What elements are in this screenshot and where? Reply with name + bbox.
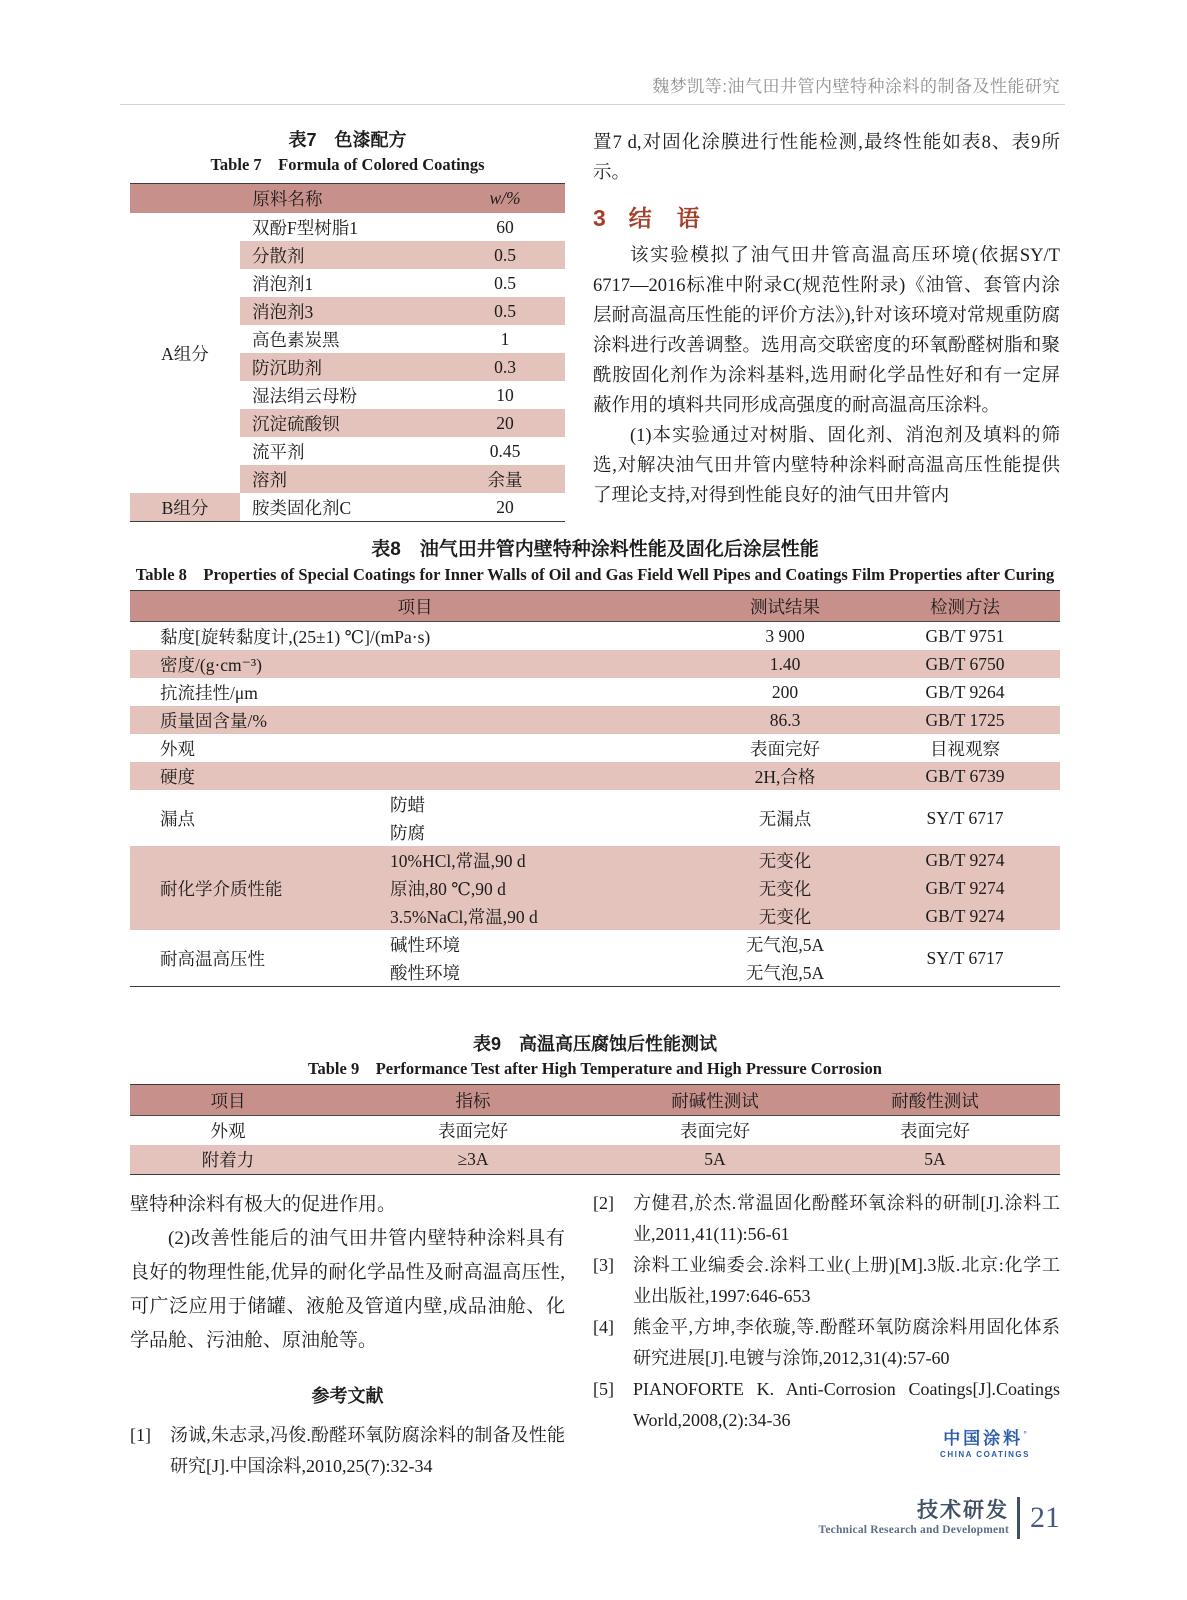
table-cell: 防沉助剂 xyxy=(240,353,445,381)
table9-title-en: Table 9 Performance Test after High Temperature and High Pressure Corrosion xyxy=(308,1059,882,1078)
table-cell: 溶剂 xyxy=(240,465,445,493)
table7-title-en: Table 7 Formula of Colored Coatings xyxy=(210,155,485,174)
reference-text: 汤诚,朱志录,冯俊.酚醛环氧防腐涂料的制备及性能研究[J].中国涂料,2010,25(7):32-34 xyxy=(170,1425,565,1476)
table-cell: 抗流挂性/μm xyxy=(160,682,258,703)
table-cell: 碱性环境 xyxy=(390,934,460,955)
table7-group-a: A组分 xyxy=(161,343,209,364)
table-cell: 无气泡,5A xyxy=(745,934,825,955)
table-cell: 无气泡,5A xyxy=(745,962,825,983)
footer-section-labels xyxy=(819,1499,1009,1538)
table-cell: 5A xyxy=(620,1145,810,1175)
footer-divider xyxy=(1017,1497,1020,1539)
table-cell: GB/T 6750 xyxy=(870,650,1060,678)
table-cell: 20 xyxy=(496,496,514,517)
table-cell: 双酚F型树脂1 xyxy=(252,217,358,238)
table7-header-value: w/% xyxy=(445,184,565,214)
table-cell: 防腐 xyxy=(390,822,425,843)
table-cell: 0.5 xyxy=(445,297,565,325)
section-heading xyxy=(593,200,1060,233)
table-row xyxy=(130,706,1060,734)
table-row xyxy=(130,930,1060,958)
table-row xyxy=(130,762,1060,790)
reference-label: [4] xyxy=(593,1317,614,1337)
table-row xyxy=(130,622,1060,651)
table-row xyxy=(130,1145,1060,1175)
table8-title-en: Table 8 Properties of Special Coatings for Inner Walls of Oil and Gas Field Well Pipes and Coatings Film Properties after Curing xyxy=(135,565,1055,584)
header-rule xyxy=(120,104,1065,105)
table-cell: SY/T 6717 xyxy=(926,807,1004,828)
reference-text: 熊金平,方坤,李依璇,等.酚醛环氧防腐涂料用固化体系研究进展[J].电镀与涂饰,2012,31(4):57-60 xyxy=(633,1317,1060,1368)
table-cell: 胺类固化剂C xyxy=(252,497,352,518)
reference-label: [3] xyxy=(593,1255,614,1275)
table7-group-b: B组分 xyxy=(130,493,240,522)
table-cell: 3 900 xyxy=(765,625,805,646)
running-header: 魏梦凯等:油气田井管内壁特种涂料的制备及性能研究 xyxy=(652,77,1060,96)
table-cell: 质量固含量/% xyxy=(130,706,700,734)
logo-text-en: CHINA COATINGS xyxy=(940,1450,1030,1459)
table-row xyxy=(130,790,1060,818)
reference-text: PIANOFORTE K. Anti-Corrosion Coatings[J].Coatings World,2008,(2):34-36 xyxy=(633,1379,1060,1430)
table9-section xyxy=(130,1032,1060,1175)
table8-chem-label: 耐化学介质性能 xyxy=(130,846,390,930)
footer-section-en: Technical Research and Development xyxy=(818,1523,1009,1536)
reference-label: [2] xyxy=(593,1193,614,1213)
table-cell: 湿法绢云母粉 xyxy=(252,385,357,406)
table-cell: 200 xyxy=(771,681,799,702)
table-cell: 表面完好 xyxy=(750,738,820,759)
table-cell: GB/T 9274 xyxy=(870,874,1060,902)
table-cell: 外观 xyxy=(160,738,195,759)
reference-item xyxy=(593,1250,1060,1312)
table9-header-item: 项目 xyxy=(130,1085,326,1116)
paragraph: (1)本实验通过对树脂、固化剂、消泡剂及填料的筛选,对解决油气田井管内壁特种涂料耐高温高压性能提供了理论支持,对得到性能良好的油气田井管内 xyxy=(593,426,1060,506)
page-footer xyxy=(819,1497,1060,1539)
top-section xyxy=(130,128,1060,522)
table-cell: 无变化 xyxy=(700,902,870,930)
table-row xyxy=(130,678,1060,706)
table-cell: 流平剂 xyxy=(252,441,305,462)
table-cell: 86.3 xyxy=(700,706,870,734)
table-cell: GB/T 6739 xyxy=(870,762,1060,790)
table-row xyxy=(130,1116,1060,1146)
table-cell: GB/T 1725 xyxy=(870,706,1060,734)
table-cell: 黏度[旋转黏度计,(25±1) ℃]/(mPa·s) xyxy=(160,626,431,647)
table-cell: 表面完好 xyxy=(900,1121,970,1141)
paragraph: 置7 d,对固化涂膜进行性能检测,最终性能如表8、表9所示。 xyxy=(593,133,1060,183)
table7-column xyxy=(130,128,565,522)
table-cell: 表面完好 xyxy=(680,1121,750,1141)
table8 xyxy=(130,590,1060,987)
table-cell: GB/T 9274 xyxy=(870,902,1060,930)
table-cell: 无变化 xyxy=(700,846,870,874)
table-cell: 3.5%NaCl,常温,90 d xyxy=(390,902,700,930)
table9-title-cn: 表9 高温高压腐蚀后性能测试 xyxy=(472,1034,717,1054)
table8-leak-label: 漏点 xyxy=(160,808,195,829)
table-cell: 10 xyxy=(496,384,514,405)
paragraph: (2)改善性能后的油气田井管内壁特种涂料具有良好的物理性能,优异的耐化学品性及耐高温高压性,可广泛应用于储罐、液舱及管道内壁,成品油舱、化学品舱、污油舱、原油舱等。 xyxy=(130,1228,565,1351)
table-cell: 消泡剂3 xyxy=(240,297,445,325)
table-cell: 密度/(g·cm⁻³) xyxy=(130,650,700,678)
table7-header-name: 原料名称 xyxy=(130,184,445,214)
table9-header-acid: 耐酸性测试 xyxy=(810,1085,1060,1116)
table-cell: 余量 xyxy=(445,465,565,493)
table7-title-cn: 表7 色漆配方 xyxy=(288,130,407,150)
reference-text: 方健君,於杰.常温固化酚醛环氧涂料的研制[J].涂料工业,2011,41(11):56-61 xyxy=(633,1193,1060,1244)
table7-header-row xyxy=(130,184,565,214)
section-title: 结 语 xyxy=(628,205,701,231)
reference-item xyxy=(593,1188,1060,1250)
table-cell: 目视观察 xyxy=(930,738,1000,759)
table-cell: 20 xyxy=(445,409,565,437)
table-cell: 表面完好 xyxy=(438,1121,508,1141)
table-cell: 10%HCl,常温,90 d xyxy=(390,846,700,874)
china-coatings-logo xyxy=(910,1424,1060,1459)
paragraph: 壁特种涂料有极大的促进作用。 xyxy=(130,1194,397,1215)
table7 xyxy=(130,183,565,522)
footer-section-cn: 技术研发 xyxy=(917,1498,1009,1522)
table-cell: 沉淀硫酸钡 xyxy=(240,409,445,437)
reference-item xyxy=(593,1312,1060,1374)
page-number: 21 xyxy=(1030,1501,1060,1534)
table-cell: 分散剂 xyxy=(240,241,445,269)
table-cell: 原油,80 ℃,90 d xyxy=(390,874,700,902)
table-cell: 2H,合格 xyxy=(700,762,870,790)
table-cell: GB/T 9751 xyxy=(925,625,1005,646)
table-cell: 0.3 xyxy=(445,353,565,381)
table8-section xyxy=(130,538,1060,987)
reference-label: [1] xyxy=(130,1425,151,1445)
references-heading: 参考文献 xyxy=(311,1386,384,1406)
table-row xyxy=(130,846,1060,874)
paragraph: 该实验模拟了油气田井管高温高压环境(依据SY/T 6717—2016标准中附录C(规范性附录)《油管、套管内涂层耐高温高压性能的评价方法》),针对该环境对常规重防腐涂料进行改善调整。选用高交联密度的环氧酚醛树脂和聚酰胺固化剂作为涂料基料,选用耐化学品性好和有一定屏蔽作用的填料共同形成高强度的耐高温高压涂料。 xyxy=(593,246,1060,416)
table-cell: 消泡剂1 xyxy=(252,273,314,294)
table-cell: 酸性环境 xyxy=(390,962,460,983)
table8-header-item: 项目 xyxy=(130,591,700,622)
table8-header-method: 检测方法 xyxy=(870,591,1060,622)
table-cell: 外观 xyxy=(210,1121,246,1141)
section-number: 3 xyxy=(593,205,607,231)
table-cell: 0.5 xyxy=(494,272,516,293)
table-row xyxy=(130,650,1060,678)
table-cell: 防蜡 xyxy=(390,794,425,815)
table-cell: GB/T 9274 xyxy=(870,846,1060,874)
table-cell: 1.40 xyxy=(700,650,870,678)
table-cell: 0.45 xyxy=(489,440,521,461)
table-cell: 无变化 xyxy=(700,874,870,902)
table-cell: 无漏点 xyxy=(758,808,812,829)
table-cell: 1 xyxy=(500,328,510,349)
table9 xyxy=(130,1084,1060,1175)
table8-header-row xyxy=(130,591,1060,622)
table-cell: 0.5 xyxy=(445,241,565,269)
logo-trademark: ° xyxy=(1023,1429,1027,1440)
table-cell: SY/T 6717 xyxy=(926,947,1004,968)
table8-hp-label: 耐高温高压性 xyxy=(160,948,265,969)
table-cell: 60 xyxy=(496,216,514,237)
table-cell: 硬度 xyxy=(130,762,700,790)
table9-header-alkali: 耐碱性测试 xyxy=(620,1085,810,1116)
table-row xyxy=(130,213,565,241)
table9-header-index: 指标 xyxy=(326,1085,620,1116)
table8-header-result: 测试结果 xyxy=(700,591,870,622)
table-cell: GB/T 9264 xyxy=(925,681,1005,702)
table-row xyxy=(130,734,1060,762)
conclusion-column xyxy=(130,1188,565,1482)
table8-title-cn: 表8 油气田井管内壁特种涂料性能及固化后涂层性能 xyxy=(371,539,819,560)
logo-text-cn: 中国涂料 xyxy=(943,1429,1024,1448)
table-cell: ≥3A xyxy=(326,1145,620,1175)
table-cell: 5A xyxy=(810,1145,1060,1175)
table-cell: 高色素炭黑 xyxy=(252,329,340,350)
table-row xyxy=(130,493,565,522)
table-cell: 附着力 xyxy=(130,1145,326,1175)
reference-label: [5] xyxy=(593,1379,614,1399)
intro-column xyxy=(593,128,1060,522)
reference-text: 涂料工业编委会.涂料工业(上册)[M].3版.北京:化学工业出版社,1997:646-653 xyxy=(633,1255,1060,1306)
table9-header-row xyxy=(130,1085,1060,1116)
reference-item xyxy=(130,1420,565,1482)
